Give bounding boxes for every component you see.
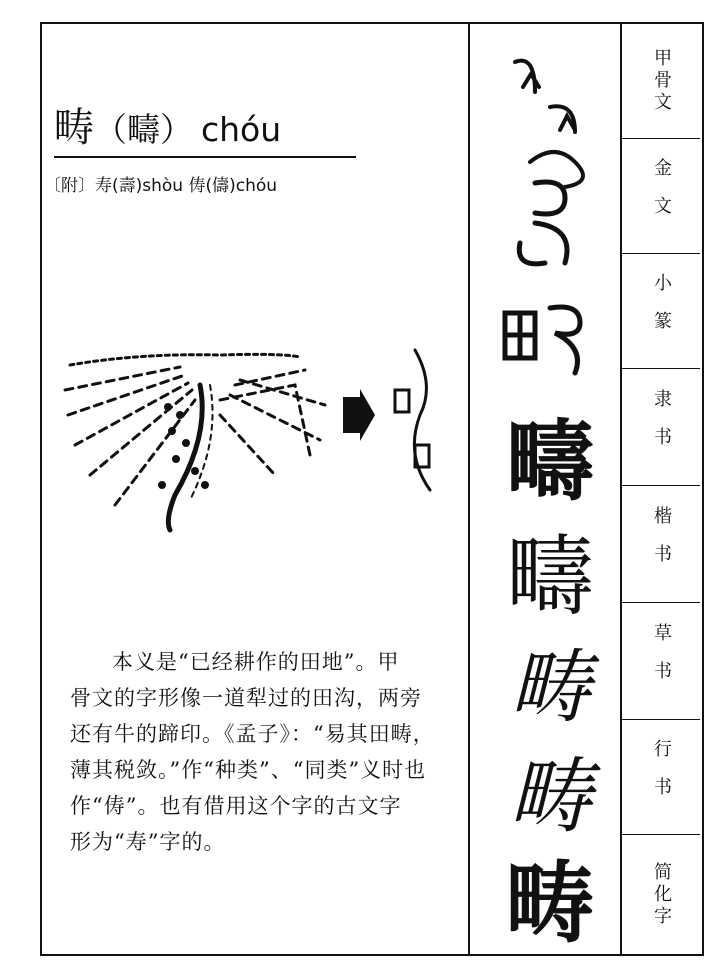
field-illustration — [60, 345, 450, 535]
label-text: 楷书 — [651, 506, 672, 582]
label-cursive — [622, 603, 700, 720]
column-divider — [468, 22, 470, 956]
simplified-glyph: 畴 — [505, 851, 594, 955]
clerical-glyph: 疇 — [505, 409, 594, 513]
label-simplified — [622, 835, 700, 954]
label-small-seal — [622, 254, 700, 369]
paragraph-line: 薄其税敛。”作“种类”、“同类”义时也 — [70, 758, 427, 782]
label-running — [622, 720, 700, 835]
paragraph-line: 本义是“已经耕作的田地”。甲 — [112, 650, 400, 674]
label-regular — [622, 486, 700, 603]
entry-pinyin: chóu — [201, 110, 282, 149]
paragraph-line: 还有牛的蹄印。《孟子》：“易其田畴， — [70, 722, 435, 746]
regular-glyph: 疇 — [505, 525, 594, 628]
right-arrow-icon — [343, 389, 375, 441]
label-text: 草书 — [651, 623, 672, 699]
bronze-glyph — [490, 165, 610, 280]
label-clerical — [622, 369, 700, 486]
entry-character: 畴 — [54, 105, 94, 151]
paragraph-line: 骨文的字形像一道犁过的田沟，两旁 — [70, 686, 422, 710]
label-text: 小篆 — [651, 273, 672, 349]
definition-paragraph — [70, 644, 448, 860]
label-bronze — [622, 139, 700, 254]
furrow-lines — [65, 354, 325, 530]
entry-heading — [54, 104, 281, 154]
label-text: 简化字 — [651, 861, 672, 928]
oracle-bone-form — [395, 350, 430, 490]
label-text: 隶书 — [651, 389, 672, 465]
label-text: 金文 — [651, 158, 672, 234]
label-text: 行书 — [651, 739, 672, 815]
label-text: 甲骨文 — [651, 48, 672, 114]
entry-traditional: （疇） — [94, 110, 193, 149]
paragraph-line: 形为“寿”字的。 — [70, 830, 226, 854]
paragraph-line: 作“俦”。也有借用这个字的古文字 — [70, 794, 402, 818]
cursive-glyph: 畴 — [510, 640, 590, 734]
heading-rule — [54, 156, 356, 158]
label-oracle-bone — [622, 24, 700, 139]
appendix-line: 〔附〕寿(壽)shòu 俦(儔)chóu — [44, 176, 278, 196]
running-glyph: 畴 — [509, 749, 591, 845]
small-seal-glyph — [490, 285, 610, 400]
